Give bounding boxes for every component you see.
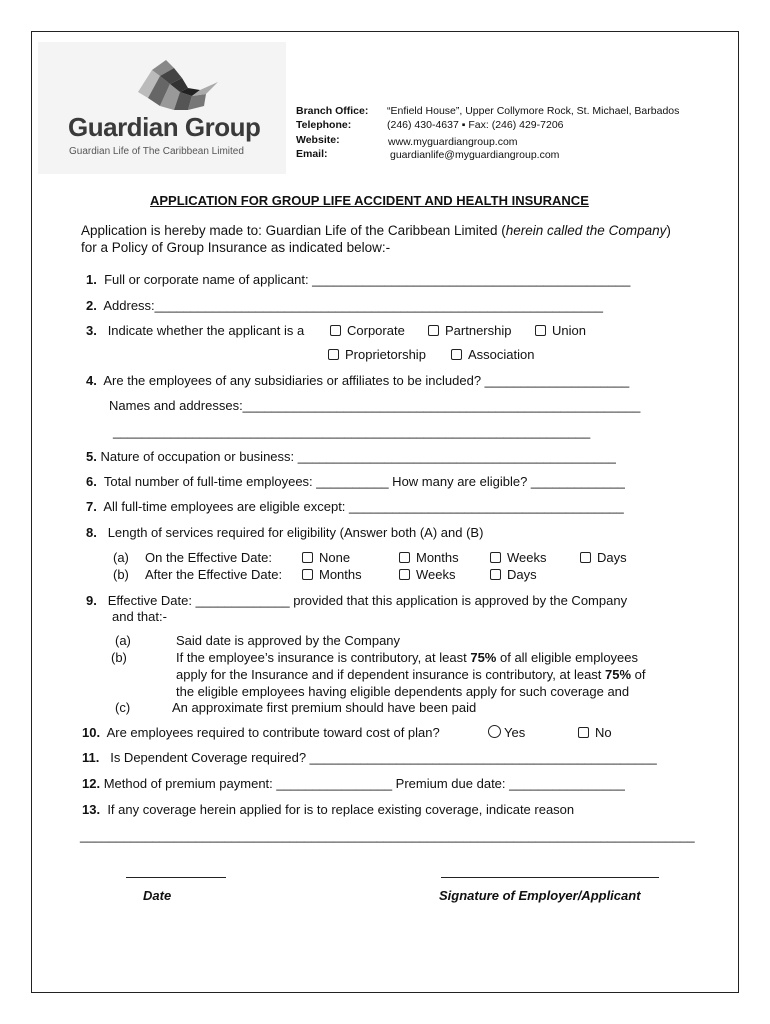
q3-partnership-option[interactable]: Partnership (428, 323, 511, 338)
signature-label: Signature of Employer/Applicant (439, 888, 641, 903)
q4-extra-line[interactable]: __________________________________________________________________ (113, 424, 591, 439)
checkbox-icon (399, 552, 410, 563)
checkbox-icon (578, 727, 589, 738)
q9-c-text: An approximate first premium should have been paid (172, 700, 477, 715)
email-value[interactable]: guardianlife@myguardiangroup.com (390, 149, 560, 161)
checkbox-icon (328, 349, 339, 360)
signature-line[interactable] (441, 877, 659, 878)
q8-b-text: After the Effective Date: (145, 567, 283, 582)
checkbox-icon (580, 552, 591, 563)
checkbox-icon (399, 569, 410, 580)
checkbox-icon (535, 325, 546, 336)
checkbox-icon (490, 552, 501, 563)
q6-row[interactable]: 6. Total number of full-time employees: __________ How many are eligible? _____________ (86, 474, 625, 489)
q8-row: 8. Length of services required for eligibility (Answer both (A) and (B) (86, 525, 484, 540)
q9-text-2: and that:- (112, 609, 167, 624)
q9-row[interactable]: 9. Effective Date: _____________ provided that this application is approved by the Company (86, 593, 628, 608)
q5-row[interactable]: 5. Nature of occupation or business: ____________________________________________ (86, 449, 616, 464)
q9-b-label: (b) (111, 650, 127, 665)
q8-a-months[interactable]: Months (399, 550, 459, 565)
intro-line-2: for a Policy of Group Insurance as indicated below:- (81, 240, 391, 255)
q8-b-months[interactable]: Months (302, 567, 362, 582)
q13-row: 13. If any coverage herein applied for is to replace existing coverage, indicate reason (82, 802, 575, 817)
date-line[interactable] (126, 877, 226, 878)
checkbox-icon (302, 552, 313, 563)
q9-a-label: (a) (115, 633, 131, 648)
brand-subtitle: Guardian Life of The Caribbean Limited (69, 146, 244, 157)
q9-b-line-2: apply for the Insurance and if dependent insurance is contributory, at least 75% of (176, 667, 646, 682)
brand-name: Guardian Group (68, 112, 261, 142)
q10-yes-option[interactable]: Yes (488, 725, 525, 740)
q8-b-weeks[interactable]: Weeks (399, 567, 456, 582)
q11-row[interactable]: 11. Is Dependent Coverage required? ________________________________________________ (82, 750, 657, 765)
telephone-value: (246) 430-4637 ▪ Fax: (246) 429-7206 (387, 119, 564, 131)
q8-a-none[interactable]: None (302, 550, 350, 565)
checkbox-icon (428, 325, 439, 336)
q8-a-days[interactable]: Days (580, 550, 627, 565)
q3-association-option[interactable]: Association (451, 347, 534, 362)
website-value[interactable]: www.myguardiangroup.com (388, 136, 518, 148)
q9-a-text: Said date is approved by the Company (176, 633, 401, 648)
website-label: Website: (296, 134, 340, 146)
checkbox-icon (330, 325, 341, 336)
checkbox-icon (451, 349, 462, 360)
q7-row[interactable]: 7. All full-time employees are eligible except: ______________________________________ (86, 499, 624, 514)
q3-union-option[interactable]: Union (535, 323, 586, 338)
q3-proprietorship-option[interactable]: Proprietorship (328, 347, 426, 362)
q3-corporate-option[interactable]: Corporate (330, 323, 405, 338)
q10-no-option[interactable]: No (578, 725, 612, 740)
q8-a-weeks[interactable]: Weeks (490, 550, 547, 565)
q1-row[interactable]: 1. Full or corporate name of applicant: ____________________________________________ (86, 272, 631, 287)
intro-line-1: Application is hereby made to: Guardian Life of the Caribbean Limited (herein called the Company) (81, 223, 671, 238)
q9-c-label: (c) (115, 700, 131, 715)
q10-row: 10. Are employees required to contribute toward cost of plan? (82, 725, 440, 740)
q13-reason-line[interactable]: _____________________________________________________________________________________ (80, 828, 695, 843)
q4-names-field[interactable]: Names and addresses:_______________________________________________________ (109, 398, 641, 413)
date-label: Date (143, 888, 172, 903)
email-label: Email: (296, 148, 328, 160)
q12-row[interactable]: 12. Method of premium payment: ________________ Premium due date: ________________ (82, 776, 625, 791)
q3-row: 3. Indicate whether the applicant is a (86, 323, 305, 338)
branch-value: “Enfield House”, Upper Collymore Rock, St. Michael, Barbados (387, 105, 680, 117)
q2-row[interactable]: 2. Address:______________________________________________________________ (86, 298, 603, 313)
q9-b-line-3: the eligible employees having eligible dependents apply for such coverage and (176, 684, 630, 699)
form-title: APPLICATION FOR GROUP LIFE ACCIDENT AND HEALTH INSURANCE (150, 193, 589, 208)
q8-a-label: (a) (113, 550, 129, 565)
q9-b-line-1: If the employee’s insurance is contributory, at least 75% of all eligible employees (176, 650, 639, 665)
q8-b-days[interactable]: Days (490, 567, 537, 582)
guardian-logo-icon (130, 52, 222, 112)
checkbox-icon (490, 569, 501, 580)
q8-a-text: On the Effective Date: (145, 550, 272, 565)
telephone-label: Telephone: (296, 119, 352, 131)
q4-row[interactable]: 4. Are the employees of any subsidiaries or affiliates to be included? ____________________ (86, 373, 630, 388)
checkbox-icon (302, 569, 313, 580)
q8-b-label: (b) (113, 567, 129, 582)
radio-icon (488, 725, 501, 738)
branch-label: Branch Office: (296, 105, 369, 117)
